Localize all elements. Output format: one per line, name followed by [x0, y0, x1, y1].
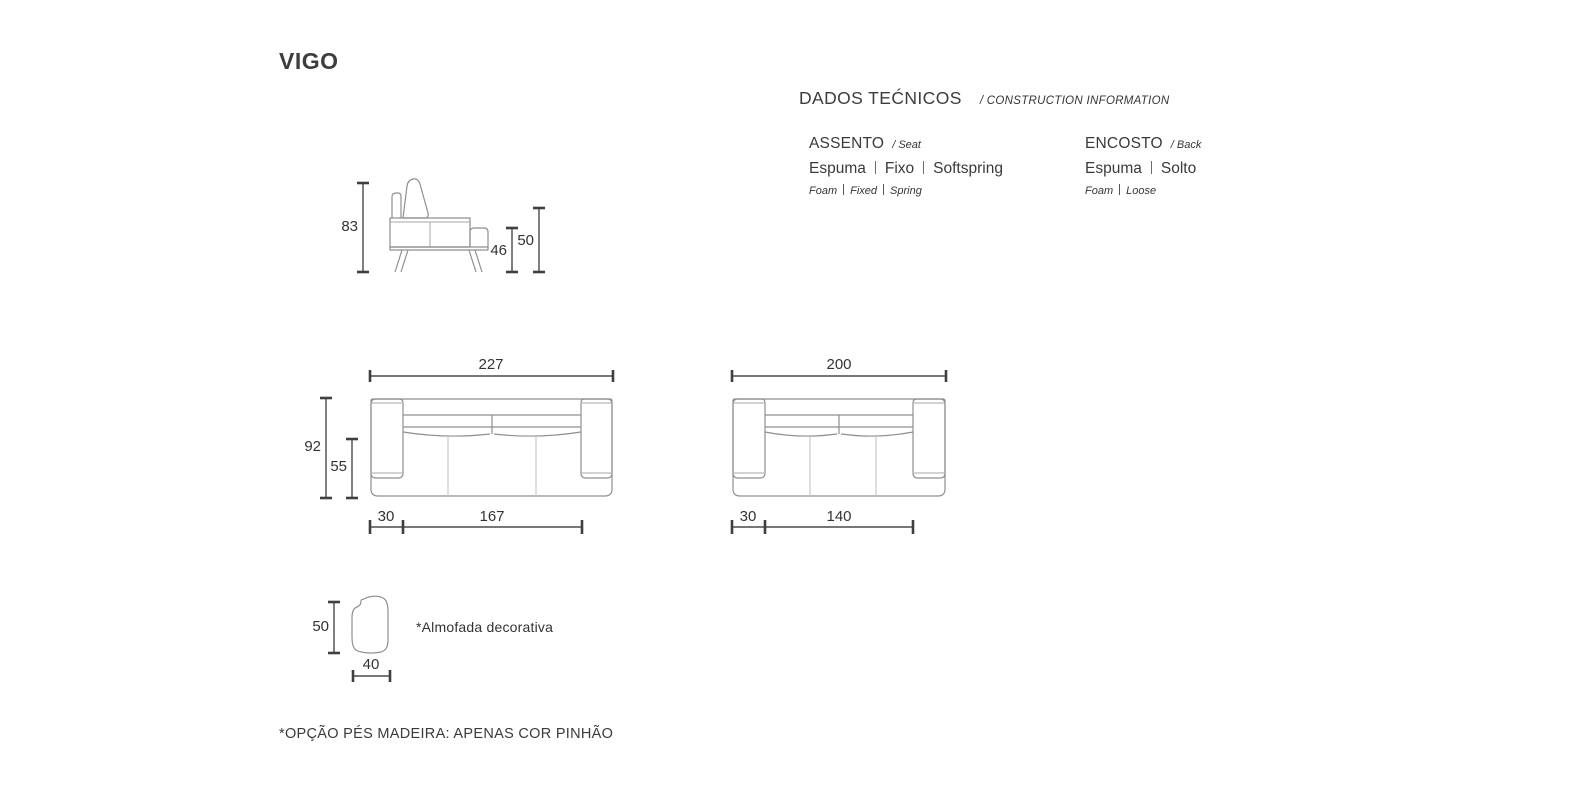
dim-label-side-seat-height: 46: [490, 242, 507, 259]
page-title: VIGO: [279, 48, 339, 74]
cushion-drawing: [312, 596, 390, 682]
sofa-armrest-left: [733, 399, 765, 478]
seat-material-2: Fixo: [884, 160, 915, 177]
dim-label-side-arm-height: 50: [517, 232, 534, 249]
seat-spec-title: ASSENTO: [809, 135, 885, 152]
back-cushion-front: [841, 432, 913, 436]
top-view-small-drawing: [732, 356, 946, 534]
dim-label-small-inner-width: 140: [826, 508, 852, 525]
seat-material-en-1: Foam: [809, 185, 838, 197]
side-view-drawing: [341, 179, 545, 272]
sofa-armrest-right: [913, 399, 945, 478]
back-material-2: Solto: [1160, 160, 1197, 177]
sofa-rear-leg: [469, 250, 482, 272]
dim-label-large-total-depth: 92: [304, 438, 321, 455]
dim-large-total-depth: [304, 398, 332, 498]
seat-material-3: Softspring: [933, 160, 1003, 177]
back-spec-title: ENCOSTO: [1085, 135, 1163, 152]
tech-heading-pt: DADOS TEĆNICOS: [799, 88, 962, 108]
tech-heading-en: / CONSTRUCTION INFORMATION: [979, 95, 1170, 107]
dim-label-cushion-height: 50: [312, 618, 329, 635]
sofa-armrest-right: [581, 399, 612, 478]
back-material-1: Espuma: [1085, 160, 1142, 177]
dim-cushion-height: [312, 602, 340, 653]
top-view-large-drawing: [304, 356, 613, 534]
back-cushion-front: [403, 432, 490, 436]
footnote: *OPÇÃO PÉS MADEIRA: APENAS COR PINHÃO: [279, 726, 614, 742]
sofa-back-cushion: [403, 179, 428, 218]
dim-label-large-arm-width: 30: [377, 508, 395, 525]
sofa-back-frame: [392, 193, 401, 218]
dim-large-bottom: [370, 508, 582, 534]
dim-label-small-total-width: 200: [826, 356, 852, 373]
sofa-front-leg: [395, 250, 408, 272]
dim-side-arm-height: [517, 208, 545, 272]
dim-label-cushion-width: 40: [362, 656, 380, 673]
back-cushion-front: [494, 432, 581, 436]
dim-label-small-arm-width: 30: [739, 508, 757, 525]
dim-side-total-height: [341, 183, 369, 272]
dim-side-seat-height: [490, 228, 518, 272]
back-spec-title-en: / Back: [1170, 139, 1202, 151]
sofa-body: [371, 399, 612, 496]
back-cushion-front: [765, 432, 837, 436]
back-material-en-2: Loose: [1126, 185, 1157, 197]
back-material-en-1: Foam: [1085, 185, 1114, 197]
cushion-shape: [352, 596, 388, 653]
dim-cushion-width: [353, 656, 390, 682]
dim-label-large-total-width: 227: [478, 356, 504, 373]
seat-spec-title-en: / Seat: [892, 139, 921, 151]
dim-small-bottom: [732, 508, 913, 534]
sofa-armrest-left: [371, 399, 403, 478]
dim-label-large-inner-width: 167: [479, 508, 505, 525]
dim-label-large-seat-depth: 55: [330, 458, 347, 475]
dim-large-total-width: [370, 356, 613, 382]
seat-material-en-3: Spring: [890, 185, 922, 197]
seat-material-1: Espuma: [809, 160, 866, 177]
sofa-bottom-rail: [390, 247, 488, 250]
dim-large-seat-depth: [330, 439, 358, 498]
dim-small-total-width: [732, 356, 946, 382]
cushion-label: *Almofada decorativa: [416, 619, 554, 635]
sofa-armrest: [470, 228, 488, 247]
dim-label-side-total-height: 83: [341, 218, 358, 235]
seat-material-en-2: Fixed: [850, 185, 878, 197]
